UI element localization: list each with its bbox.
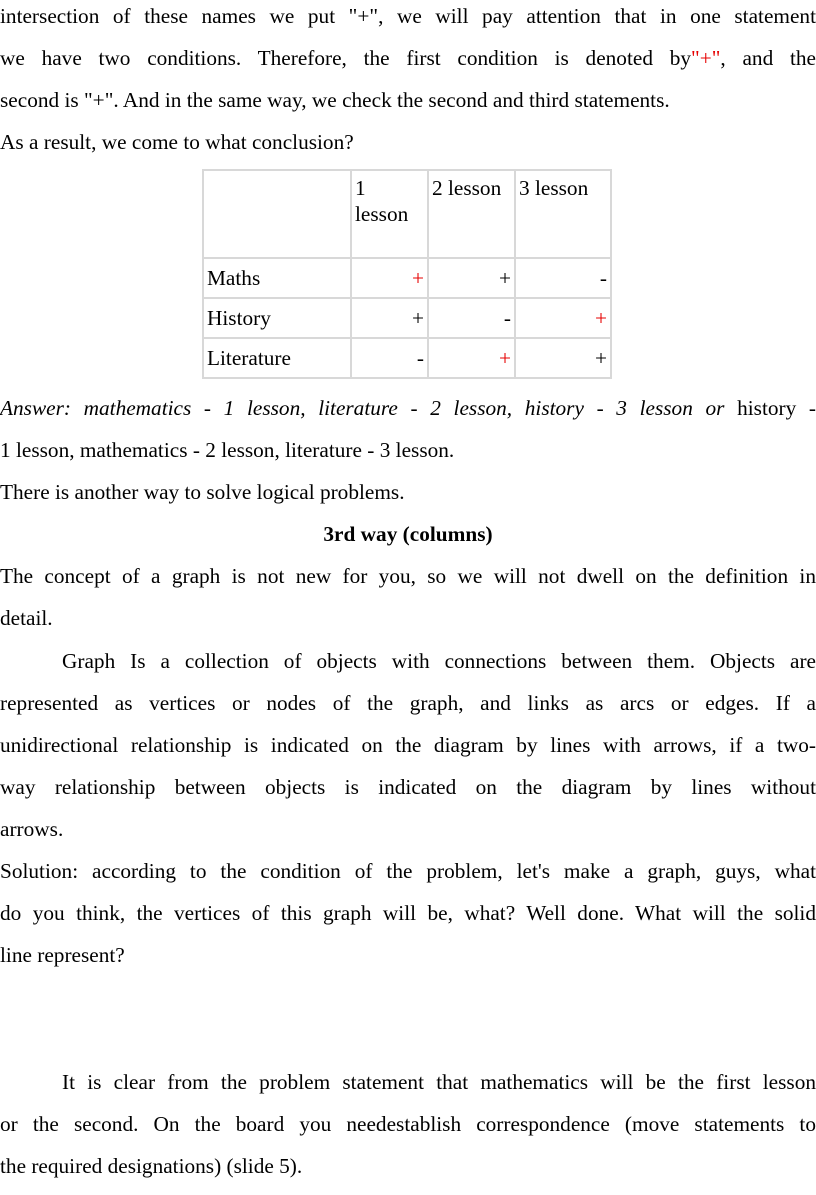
- table-cell: +: [428, 338, 515, 378]
- table-cell: -: [515, 258, 611, 298]
- table-cell: +: [351, 298, 428, 338]
- table-header-cell: [203, 170, 351, 258]
- paragraph-line: detail.: [0, 606, 53, 630]
- table-cell: +: [351, 258, 428, 298]
- lesson-table: [202, 169, 612, 379]
- table-cell: +: [428, 258, 515, 298]
- table-row: [203, 338, 611, 378]
- paragraph-line: arrows.: [0, 817, 64, 841]
- paragraph-line: unidirectional relationship is indicated on the diagram by lines with arrows, if a two-: [0, 733, 816, 757]
- table-cell: -: [351, 338, 428, 378]
- text-run: history -: [724, 396, 816, 420]
- answer-line: [0, 395, 816, 421]
- table-cell: +: [515, 338, 611, 378]
- table-cell: -: [428, 298, 515, 338]
- paragraph-line: Solution: according to the condition of the problem, let's make a graph, guys, what: [0, 859, 816, 883]
- paragraph-line: or the second. On the board you needestablish correspondence (move statements to: [0, 1112, 816, 1136]
- answer-italic-text: Answer: mathematics - 1 lesson, literature - 2 lesson, history - 3 lesson or: [0, 396, 725, 420]
- text-run: we have two conditions. Therefore, the first condition is denoted by: [0, 46, 691, 70]
- subject-cell: Maths: [203, 258, 351, 298]
- subject-cell: Literature: [203, 338, 351, 378]
- paragraph-line: As a result, we come to what conclusion?: [0, 130, 354, 154]
- red-plus-text: "+": [691, 46, 721, 70]
- paragraph-line: second is "+". And in the same way, we check the second and third statements.: [0, 88, 670, 112]
- paragraph-line: Graph Is a collection of objects with connections between them. Objects are: [62, 649, 816, 673]
- table-header-cell: 1 lesson: [351, 170, 428, 258]
- table-header-cell: 3 lesson: [515, 170, 611, 258]
- subject-cell: History: [203, 298, 351, 338]
- table-header-cell: 2 lesson: [428, 170, 515, 258]
- paragraph-line: way relationship between objects is indicated on the diagram by lines without: [0, 775, 816, 799]
- paragraph-line: do you think, the vertices of this graph will be, what? Well done. What will the solid: [0, 901, 816, 925]
- section-heading: 3rd way (columns): [323, 522, 493, 546]
- text-run: , and the: [720, 46, 816, 70]
- paragraph-line: There is another way to solve logical problems.: [0, 480, 405, 504]
- answer-line: 1 lesson, mathematics - 2 lesson, literature - 3 lesson.: [0, 438, 455, 462]
- paragraph-line: It is clear from the problem statement that mathematics will be the first lesson: [62, 1070, 816, 1094]
- paragraph-line: [0, 45, 816, 71]
- table-row: [203, 298, 611, 338]
- paragraph-line: The concept of a graph is not new for you, so we will not dwell on the definition in: [0, 564, 816, 588]
- paragraph-line: intersection of these names we put "+", we will pay attention that in one statement: [0, 4, 816, 28]
- table-cell: +: [515, 298, 611, 338]
- table-header-row: [203, 170, 611, 258]
- paragraph-line: the required designations) (slide 5).: [0, 1154, 303, 1178]
- table-row: [203, 258, 611, 298]
- paragraph-line: represented as vertices or nodes of the graph, and links as arcs or edges. If a: [0, 691, 816, 715]
- paragraph-line: line represent?: [0, 943, 125, 967]
